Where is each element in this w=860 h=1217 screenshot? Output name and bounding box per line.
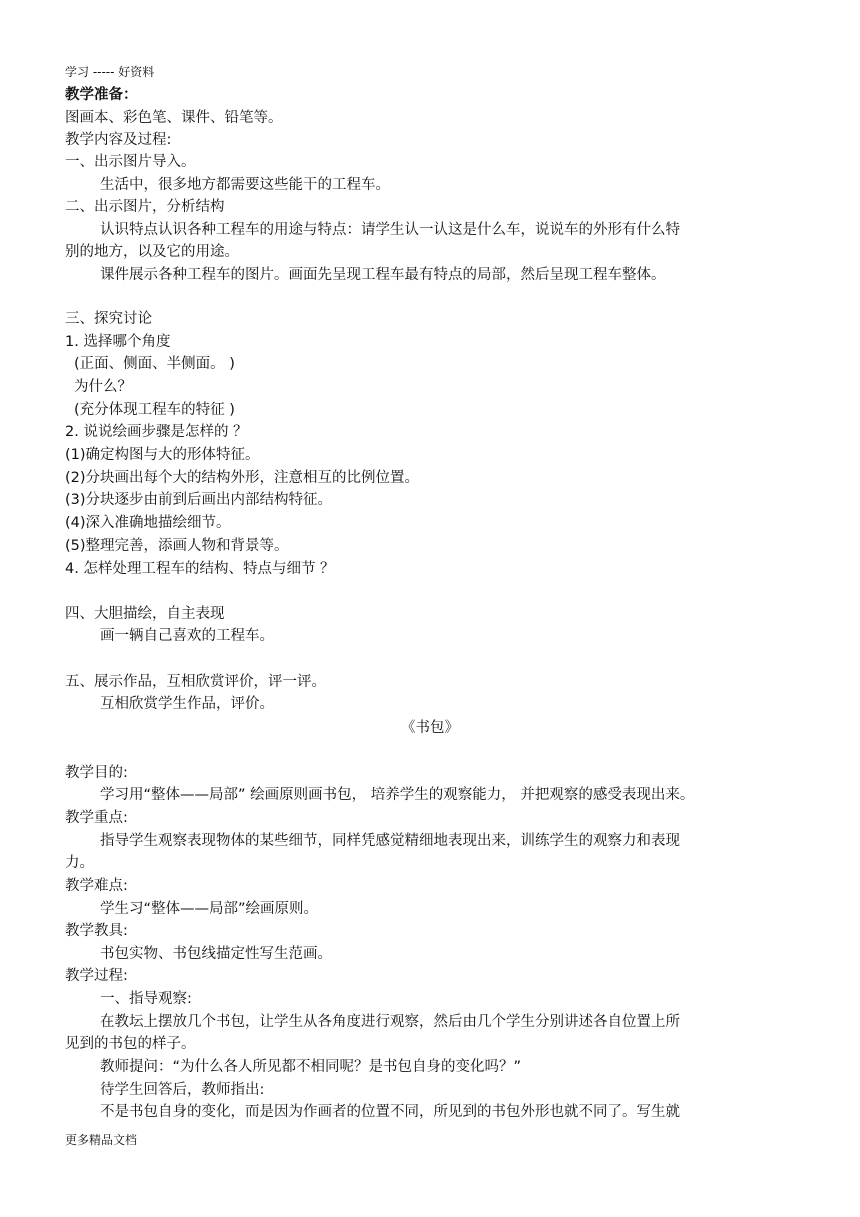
text-line: 待学生回答后，教师指出:: [100, 1082, 265, 1098]
text-line: 教学教具:: [65, 923, 128, 939]
text-line: 互相欣赏学生作品，评价。: [100, 696, 274, 712]
text-line: 教学难点:: [65, 878, 128, 894]
text-line: 别的地方，以及它的用途。: [65, 244, 239, 260]
text-line: 教学重点:: [65, 810, 128, 826]
text-line: 课件展示各种工程车的图片。画面先呈现工程车最有特点的局部，然后呈现工程车整体。: [100, 267, 666, 283]
text-line: 教学内容及过程:: [65, 132, 172, 148]
text-line: 五、展示作品，互相欣赏评价，评一评。: [65, 674, 326, 690]
text-line: 教学准备：: [65, 87, 138, 103]
text-line: 一、指导观察:: [100, 991, 192, 1007]
text-line: 指导学生观察表现物体的某些细节，同样凭感觉精细地表现出来，训练学生的观察力和表现: [100, 833, 680, 849]
text-line: 学习用“整体——局部” 绘画原则画书包， 培养学生的观察能力， 并把观察的感受表现出来。: [100, 787, 695, 803]
text-line: (3)分块逐步由前到后画出内部结构特征。: [65, 492, 333, 508]
text-line: 画一辆自己喜欢的工程车。: [100, 628, 274, 644]
page-footer: 更多精品文档: [65, 1133, 138, 1147]
text-line: 生活中，很多地方都需要这些能干的工程车。: [100, 177, 390, 193]
text-line: 不是书包自身的变化，而是因为作画者的位置不同，所见到的书包外形也就不同了。写生就: [100, 1104, 680, 1120]
text-line: 一、出示图片导入。: [65, 154, 196, 170]
text-line: 力。: [65, 855, 94, 871]
text-line: 在教坛上摆放几个书包，让学生从各角度进行观察，然后由几个学生分别讲述各自位置上所: [100, 1014, 680, 1030]
text-line: 1. 选择哪个角度: [65, 334, 171, 350]
text-line: (4)深入准确地描绘细节。: [65, 515, 231, 531]
text-line: 2. 说说绘画步骤是怎样的 ？: [65, 424, 248, 440]
text-line: (正面、侧面、半侧面。 ): [74, 356, 235, 372]
text-line: 四、大胆描绘，自主表现: [65, 606, 225, 622]
text-line: 教学过程:: [65, 968, 128, 984]
text-line: 二、出示图片，分析结构: [65, 199, 225, 215]
page-header: 学习 ----- 好资料: [65, 65, 155, 79]
text-line: (充分体现工程车的特征 ): [74, 402, 235, 418]
text-line: 教师提问：“为什么各人所见都不相同呢？是书包自身的变化吗？”: [100, 1059, 522, 1075]
section-title: 《书包》: [401, 720, 459, 736]
text-line: 为什么？: [74, 379, 132, 395]
text-line: 见到的书包的样子。: [65, 1036, 196, 1052]
text-line: (1)确定构图与大的形体特征。: [65, 447, 260, 463]
text-line: 书包实物、书包线描定性写生范画。: [100, 946, 332, 962]
text-line: (2)分块画出每个大的结构外形，注意相互的比例位置。: [65, 470, 420, 486]
text-line: 教学目的:: [65, 765, 128, 781]
text-line: (5)整理完善，添画人物和背景等。: [65, 538, 289, 554]
text-line: 图画本、彩色笔、课件、铅笔等。: [65, 110, 283, 126]
text-line: 认识特点认识各种工程车的用途与特点：请学生认一认这是什么车，说说车的外形有什么特: [100, 222, 680, 238]
text-line: 4. 怎样处理工程车的结构、特点与细节 ？: [65, 561, 335, 577]
text-line: 学生习“整体——局部”绘画原则。: [100, 901, 319, 917]
text-line: 三、探究讨论: [65, 311, 152, 327]
